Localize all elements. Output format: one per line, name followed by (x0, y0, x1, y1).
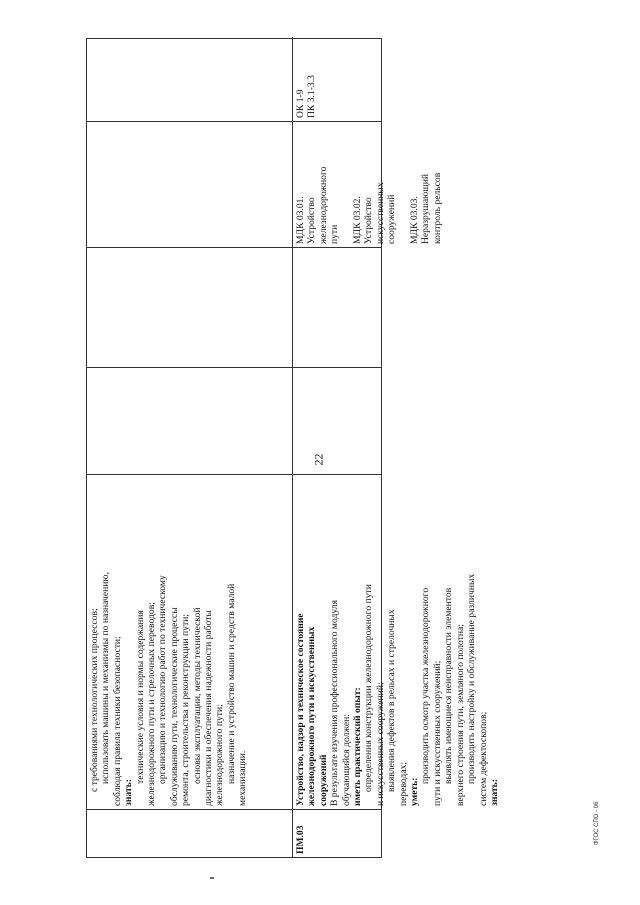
content-line: основы эксплуатации, методы технической (191, 607, 203, 784)
mdk-line: сооружений (386, 194, 398, 244)
content-line: выявлять имеющиеся неисправности элементов (443, 587, 455, 784)
spacer (398, 125, 409, 244)
mdk-cell (87, 121, 292, 247)
content-line: определения конструкции железнодорожного пути (363, 584, 375, 792)
content-line: переводах; (397, 761, 409, 806)
content-line: иметь практический опыт: (352, 687, 364, 806)
content-line: В результате изучения профессионального модуля (329, 600, 341, 806)
scan-mark (210, 877, 214, 879)
mdk-line: Устройство (363, 197, 375, 244)
mdk-line: МДК 03.01. (295, 196, 306, 244)
content-line: производить осмотр участка железнодорожного (420, 587, 432, 784)
content-cell (293, 474, 500, 809)
competency-line: ПК 3.1-3.3 (306, 75, 318, 118)
content-line: систем дефектоскопов; (477, 711, 489, 806)
module-title-line: Устройство, надзор и техническое состояние (295, 613, 306, 806)
mdk-line: контроль рельсов (431, 172, 443, 244)
mdk-cell (293, 121, 443, 247)
content-line: механизации. (237, 750, 249, 806)
content-line: соблюдая правила техники безопасности; (111, 636, 123, 806)
mdk-line: пути (329, 224, 341, 244)
module-title-line: сооружений (317, 754, 329, 806)
content-line: с требованиями технологических процессов; (89, 608, 100, 792)
competency-line: ОК 1-9 (295, 89, 306, 118)
index-cell (87, 809, 292, 857)
curriculum-table (86, 38, 500, 858)
content-line: уметь: (409, 777, 421, 806)
content-line: производить настройку и обслуживание различных (466, 573, 478, 784)
content-line: назначение и устройство машин и средств малой (225, 583, 237, 784)
content-line: знать: (488, 779, 500, 806)
footer-code: ФГОС СПО - 06 (594, 801, 600, 845)
content-line: выявления дефектов в рельсах и стрелочных (386, 609, 398, 792)
content-line: ремонта, строительства и реконструкции пути; (180, 614, 192, 806)
table-row-continuation (87, 37, 293, 857)
content-cell (87, 474, 292, 809)
content-line: пути и искусственных сооружений; (431, 660, 443, 806)
module-title-line: железнодорожного пути и искусственных (306, 626, 318, 806)
content-line: диагностики и обеспечения надежности работы (203, 610, 215, 806)
content-line: железнодорожного пути и стрелочных переводов; (146, 602, 158, 806)
content-line: обучающийся должен: (340, 714, 352, 806)
mdk-line: МДК 03.03. (409, 196, 421, 244)
mdk-line: Неразрушающий (420, 174, 432, 244)
mdk-line: искусственных (374, 182, 386, 244)
mdk-line: железнодорожного (317, 166, 329, 244)
spacer (341, 125, 352, 244)
content-line: обслуживанию пути, технологические процессы (168, 607, 180, 806)
empty-cell (293, 247, 381, 367)
empty-cell (87, 367, 292, 474)
content-line: организацию и технологию работ по техническому (157, 575, 169, 784)
mdk-line: Устройство (306, 197, 318, 244)
module-index: ПМ.03 (293, 809, 381, 857)
competency-cell (87, 37, 292, 121)
empty-cell (87, 247, 292, 367)
competency-cell (293, 37, 381, 121)
content-line: использовать машины и механизмы по назначению, (100, 572, 112, 784)
content-line: технические условия и нормы содержания (134, 610, 146, 784)
content-line: железнодорожного пути; (214, 704, 226, 806)
table-row-pm03 (293, 37, 500, 857)
content-line: верхнего строения пути, земляного полотна; (454, 624, 466, 806)
mdk-line: МДК 03.02. (352, 196, 364, 244)
content-line: знать: (123, 779, 135, 806)
empty-cell (293, 367, 381, 474)
content-line: и искусственных сооружений; (374, 682, 386, 806)
page-number: 22 (311, 453, 326, 466)
